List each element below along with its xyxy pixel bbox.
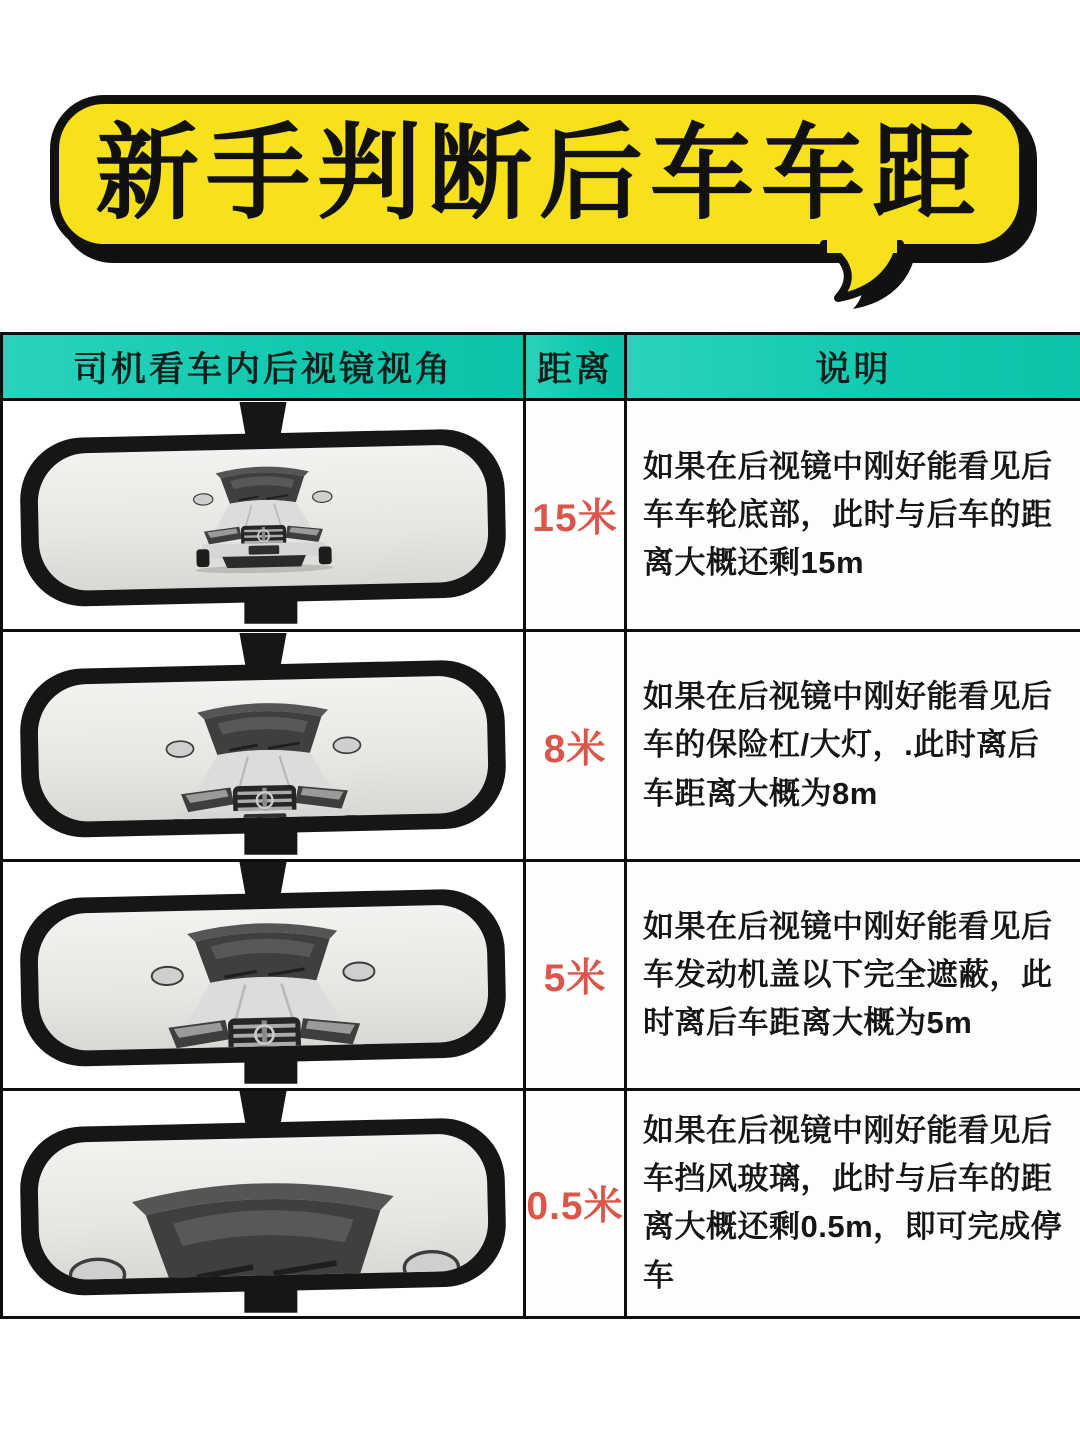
title-area [0, 0, 1080, 332]
mirror-bottom-bracket [244, 589, 297, 624]
rearview-mirror-image [3, 862, 523, 1088]
table-row [2, 400, 1080, 631]
table-row [2, 1089, 1080, 1318]
mirror-bottom-bracket [244, 819, 297, 854]
rearview-mirror-image [3, 633, 523, 859]
mirror-cell [2, 861, 525, 1090]
distance-description: 如果在后视镜中刚好能看见后车车轮底部，此时与后车的距离大概还剩15m [626, 400, 1080, 631]
distance-value: 15米 [525, 400, 626, 631]
table-body [2, 400, 1080, 1318]
column-header-distance: 距离 [525, 334, 626, 400]
column-header-mirror-view: 司机看车内后视镜视角 [2, 334, 525, 400]
page-title: 新手判断后车车距 [94, 116, 983, 232]
mirror-cell [2, 400, 525, 631]
mirror-bottom-bracket [244, 1048, 297, 1083]
table-row [2, 631, 1080, 861]
rearview-mirror-image [3, 402, 523, 628]
mirror-cell [2, 1089, 525, 1318]
speech-bubble-tail-icon [800, 238, 940, 312]
distance-value: 5米 [525, 861, 626, 1090]
title-bubble [50, 95, 1028, 253]
distance-description: 如果在后视镜中刚好能看见后车发动机盖以下完全遮蔽，此时离后车距离大概为5m [626, 861, 1080, 1090]
column-header-explanation: 说明 [626, 334, 1080, 400]
table-row [2, 861, 1080, 1090]
distance-description: 如果在后视镜中刚好能看见后车挡风玻璃，此时与后车的距离大概还剩0.5m，即可完成停车 [626, 1089, 1080, 1318]
mirror-bottom-bracket [244, 1277, 297, 1312]
rearview-mirror-image [3, 1091, 523, 1317]
distance-value: 8米 [525, 631, 626, 861]
distance-table [0, 332, 1080, 1319]
mirror-cell [2, 631, 525, 861]
distance-value: 0.5米 [525, 1089, 626, 1318]
distance-description: 如果在后视镜中刚好能看见后车的保险杠/大灯，.此时离后车距离大概为8m [626, 631, 1080, 861]
table-header-row [2, 334, 1080, 400]
